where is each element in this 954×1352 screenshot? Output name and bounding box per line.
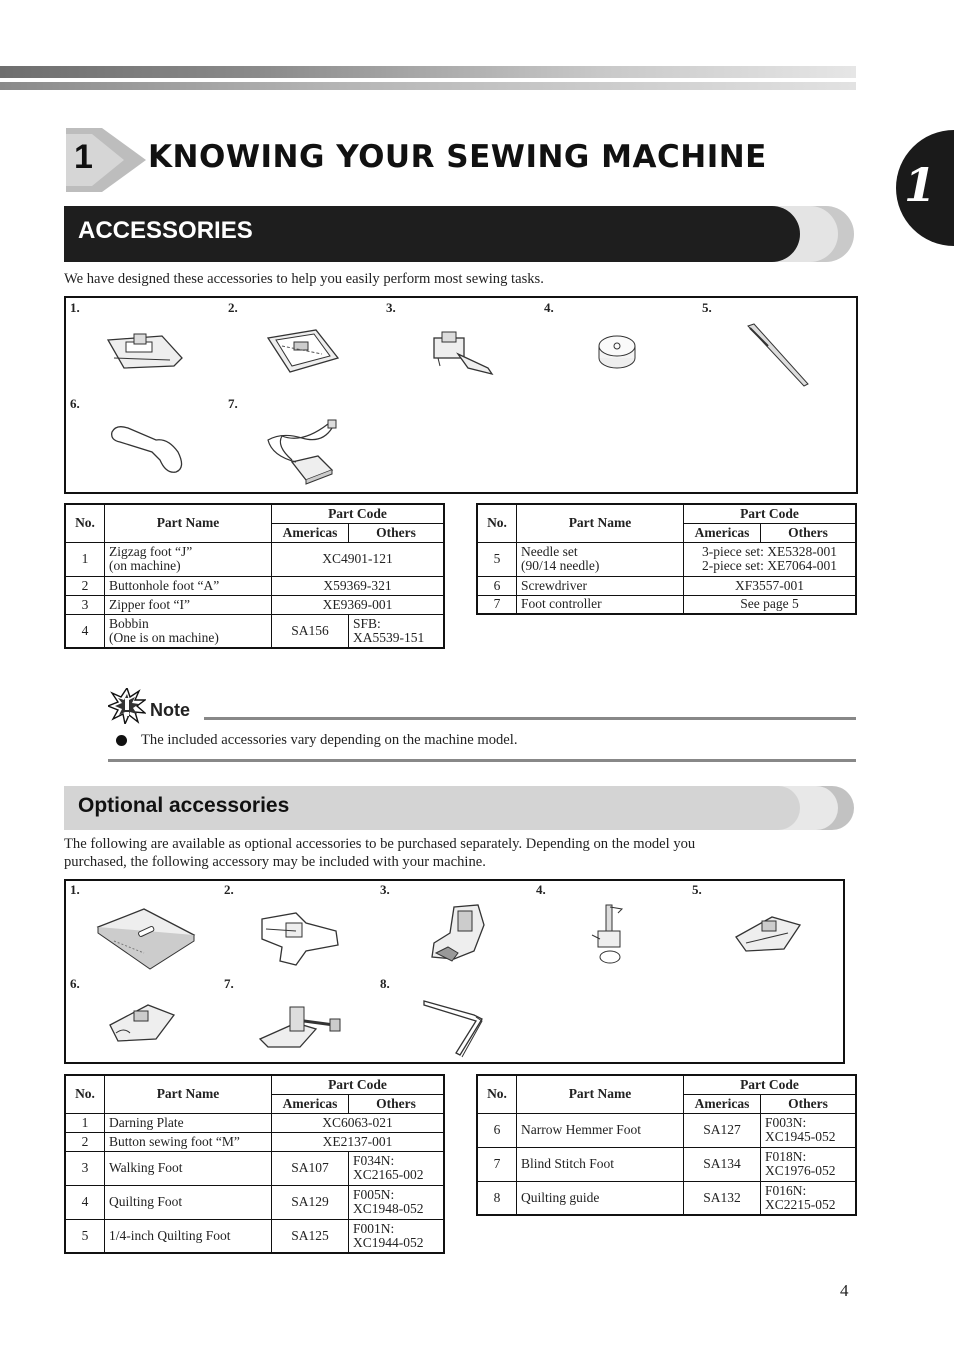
- foot-controller-icon: [262, 418, 344, 488]
- cell-part-name: Walking Foot: [105, 1151, 272, 1185]
- accessories-parts-table-right: [476, 503, 857, 615]
- optional-parts-table-left: [64, 1074, 445, 1254]
- table-row: [477, 542, 856, 576]
- cell-no: 4: [65, 614, 105, 648]
- accessories-title: ACCESSORIES: [78, 217, 253, 244]
- bobbin-icon: [594, 332, 640, 372]
- col-header-americas: Americas: [684, 523, 761, 542]
- col-header-part-code: Part Code: [272, 1075, 445, 1094]
- table-row: [65, 1113, 444, 1132]
- col-header-part-code: Part Code: [684, 504, 857, 523]
- cell-americas: SA129: [272, 1185, 349, 1219]
- needle-icon: [744, 322, 814, 388]
- cell-part-name: Button sewing foot “M”: [105, 1132, 272, 1151]
- cell-others: F034N: XC2165-002: [349, 1151, 445, 1185]
- table-row: [65, 1151, 444, 1185]
- note-text: The included accessories vary depending on the machine model.: [141, 732, 518, 748]
- blind-stitch-foot-icon: [256, 999, 346, 1051]
- figure-label: 2.: [224, 882, 234, 897]
- quilting-foot-icon: [588, 903, 632, 969]
- cell-part-name: Quilting guide: [517, 1181, 684, 1215]
- cell-no: 1: [65, 542, 105, 576]
- cell-no: 2: [65, 1132, 105, 1151]
- col-header-no: No.: [477, 504, 517, 542]
- figure-label: 3.: [380, 882, 390, 897]
- figure-label: 3.: [386, 300, 396, 315]
- col-header-others: Others: [349, 523, 445, 542]
- table-row: [65, 542, 444, 576]
- cell-others: F001N: XC1944-052: [349, 1219, 445, 1253]
- table-row: [65, 614, 444, 648]
- header-gradient-bar-thin: [0, 82, 856, 90]
- optional-accessories-title: Optional accessories: [78, 794, 290, 817]
- cell-no: 5: [477, 542, 517, 576]
- col-header-part-code: Part Code: [272, 504, 445, 523]
- optional-intro-line2: purchased, the following accessory may be included with your machine.: [64, 854, 486, 870]
- quilting-guide-icon: [420, 997, 490, 1059]
- figure-label: 4.: [536, 882, 546, 897]
- cell-part-name: Foot controller: [517, 595, 684, 614]
- cell-part-name: Screwdriver: [517, 576, 684, 595]
- accessories-intro: We have designed these accessories to help you easily perform most sewing tasks.: [64, 271, 544, 287]
- col-header-part-name: Part Name: [105, 1075, 272, 1113]
- table-row: [477, 595, 856, 614]
- cell-others: F005N: XC1948-052: [349, 1185, 445, 1219]
- table-row: [477, 1181, 856, 1215]
- cell-part-code: XC6063-021: [272, 1113, 445, 1132]
- figure-label: 7.: [228, 396, 238, 411]
- figure-label: 2.: [228, 300, 238, 315]
- col-header-others: Others: [761, 523, 857, 542]
- zipper-foot-icon: [428, 328, 496, 376]
- figure-label: 1.: [70, 882, 80, 897]
- note-label: Note: [150, 700, 190, 720]
- accessories-parts-table-left: [64, 503, 445, 649]
- cell-americas: SA156: [272, 614, 349, 648]
- cell-part-code: XF3557-001: [684, 576, 857, 595]
- figure-label: 5.: [702, 300, 712, 315]
- cell-part-name: Darning Plate: [105, 1113, 272, 1132]
- note-divider-top: [204, 717, 856, 720]
- chapter-title: KNOWING YOUR SEWING MACHINE: [148, 139, 767, 175]
- cell-part-name: Zipper foot “I”: [105, 595, 272, 614]
- cell-part-name: Zigzag foot “J” (on machine): [105, 542, 272, 576]
- cell-part-name: Blind Stitch Foot: [517, 1147, 684, 1181]
- header-gradient-bar: [0, 66, 856, 78]
- figure-label: 4.: [544, 300, 554, 315]
- note-burst-icon: [108, 688, 146, 724]
- optional-intro-line1: The following are available as optional accessories to be purchased separately. Depending on the model you: [64, 836, 696, 852]
- col-header-no: No.: [65, 504, 105, 542]
- col-header-americas: Americas: [684, 1094, 761, 1113]
- cell-part-code: 3-piece set: XE5328-001 2-piece set: XE7064-001: [684, 542, 857, 576]
- page-number: 4: [840, 1281, 849, 1300]
- cell-no: 3: [65, 1151, 105, 1185]
- cell-part-name: Buttonhole foot “A”: [105, 576, 272, 595]
- col-header-part-name: Part Name: [517, 504, 684, 542]
- note-divider-bottom: [108, 759, 856, 762]
- col-header-others: Others: [761, 1094, 857, 1113]
- cell-no: 8: [477, 1181, 517, 1215]
- cell-part-name: Quilting Foot: [105, 1185, 272, 1219]
- cell-part-name: Bobbin (One is on machine): [105, 614, 272, 648]
- cell-americas: SA127: [684, 1113, 761, 1147]
- table-row: [65, 1219, 444, 1253]
- cell-no: 2: [65, 576, 105, 595]
- cell-part-name: 1/4-inch Quilting Foot: [105, 1219, 272, 1253]
- table-row: [477, 1147, 856, 1181]
- chapter-tab-number: 1: [904, 158, 937, 212]
- cell-no: 7: [477, 1147, 517, 1181]
- cell-no: 7: [477, 595, 517, 614]
- cell-no: 1: [65, 1113, 105, 1132]
- chapter-tab: [896, 130, 954, 246]
- col-header-americas: Americas: [272, 1094, 349, 1113]
- walking-foot-icon: [424, 903, 490, 965]
- screwdriver-icon: [106, 422, 190, 478]
- figure-label: 8.: [380, 976, 390, 991]
- table-row: [477, 1113, 856, 1147]
- zigzag-foot-icon: [104, 328, 186, 376]
- table-row: [65, 1132, 444, 1151]
- quarter-inch-quilting-foot-icon: [732, 911, 804, 955]
- table-row: [65, 595, 444, 614]
- col-header-no: No.: [477, 1075, 517, 1113]
- figure-label: 1.: [70, 300, 80, 315]
- cell-no: 6: [477, 1113, 517, 1147]
- optional-accessories-figure: [64, 879, 845, 1064]
- cell-no: 4: [65, 1185, 105, 1219]
- accessories-figure: [64, 296, 858, 494]
- col-header-part-name: Part Name: [105, 504, 272, 542]
- cell-americas: SA134: [684, 1147, 761, 1181]
- optional-parts-table-right: [476, 1074, 857, 1216]
- buttonhole-foot-icon: [264, 324, 342, 380]
- cell-americas: SA107: [272, 1151, 349, 1185]
- col-header-americas: Americas: [272, 523, 349, 542]
- cell-others: SFB: XA5539-151: [349, 614, 445, 648]
- table-row: [65, 576, 444, 595]
- figure-label: 6.: [70, 396, 80, 411]
- cell-others: F018N: XC1976-052: [761, 1147, 857, 1181]
- cell-part-code: XC4901-121: [272, 542, 445, 576]
- col-header-no: No.: [65, 1075, 105, 1113]
- cell-part-code: XE9369-001: [272, 595, 445, 614]
- col-header-part-name: Part Name: [517, 1075, 684, 1113]
- table-row: [477, 576, 856, 595]
- figure-label: 6.: [70, 976, 80, 991]
- chapter-number: 1: [74, 138, 93, 176]
- cell-others: F003N: XC1945-052: [761, 1113, 857, 1147]
- col-header-others: Others: [349, 1094, 445, 1113]
- cell-others: F016N: XC2215-052: [761, 1181, 857, 1215]
- cell-americas: SA132: [684, 1181, 761, 1215]
- table-row: [65, 1185, 444, 1219]
- cell-part-name: Needle set (90/14 needle): [517, 542, 684, 576]
- darning-plate-icon: [94, 905, 198, 971]
- cell-no: 5: [65, 1219, 105, 1253]
- bullet-icon: [116, 735, 127, 746]
- button-sewing-foot-icon: [256, 909, 342, 969]
- cell-part-code: XE2137-001: [272, 1132, 445, 1151]
- cell-no: 6: [477, 576, 517, 595]
- figure-label: 5.: [692, 882, 702, 897]
- cell-part-code: X59369-321: [272, 576, 445, 595]
- cell-no: 3: [65, 595, 105, 614]
- cell-americas: SA125: [272, 1219, 349, 1253]
- cell-part-name: Narrow Hemmer Foot: [517, 1113, 684, 1147]
- narrow-hemmer-foot-icon: [106, 999, 178, 1045]
- col-header-part-code: Part Code: [684, 1075, 857, 1094]
- cell-part-code: See page 5: [684, 595, 857, 614]
- figure-label: 7.: [224, 976, 234, 991]
